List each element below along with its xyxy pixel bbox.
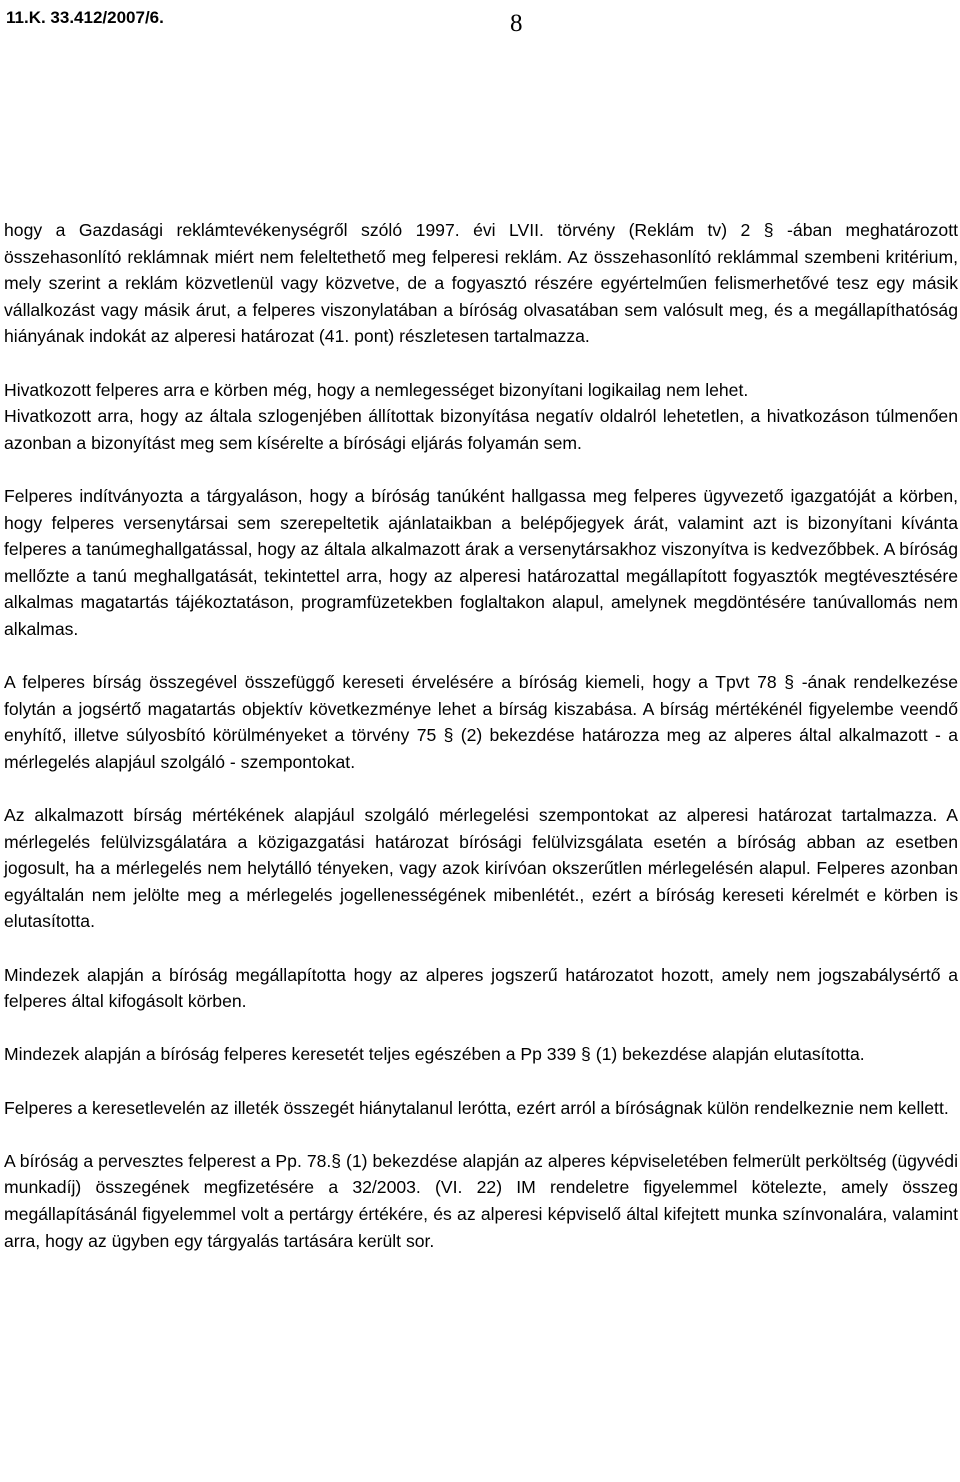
paragraph-fine-considerations: Az alkalmazott bírság mértékének alapjául szolgáló mérlegelési szempontokat az alperesi határozat tartalmazza. A mérlegelés felülvizsgálatára a közigazgatási határozat bírósági felülvizsgálata esetén a bíróság abban az esetben jogosult, ha a mérlegelés nem helytálló tényeken, vagy azok kirívóan okszerűtlen mérlegelésén alapul. Felperes azonban egyáltalán nem jelölte meg a mérlegelés jogellenességének mibenlétét., ezért a bíróság kereseti kérelmét e körben is elutasította. <box>4 805 958 932</box>
case-number: 11.K. 33.412/2007/6. <box>6 8 164 27</box>
paragraph-lawful-decision: Mindezek alapján a bíróság megállapította hogy az alperes jogszerű határozatot hozott, amely nem jogszabálysértő a felperes által kifogásolt körben. <box>4 964 958 1012</box>
paragraph-court-fee: Felperes a keresetlevelén az illeték összegét hiánytalanul lerótta, ezért arról a bíróságnak külön rendelkeznie nem kellett. <box>4 1097 949 1118</box>
document-body <box>4 217 958 1281</box>
page-number: 8 <box>510 10 523 37</box>
paragraph-fine-amount: A felperes bírság összegével összefüggő kereseti érvelésére a bíróság kiemeli, hogy a Tpvt 78 § -ának rendelkezése folytán a jogsértő magatartás objektív következménye lehet a bírság kiszabása. A bírság mértékénél figyelembe veendő enyhítő, illetve súlyosbító körülményeket a törvény 75 § (2) bekezdése határozza meg az alperes által alkalmazott - a mérlegelés alapjául szolgáló - szempontokat. <box>4 672 958 772</box>
paragraph-witness-motion: Felperes indítványozta a tárgyaláson, hogy a bíróság tanúként hallgassa meg felperes ügyvezető igazgatóját a körben, hogy felperes versenytársai sem szerepeltetik ajánlataikban a belépőjegyek árát, valamint azt is bizonyítani kívánta felperes a tanúmeghallgatással, hogy az általa alkalmazott árak a versenytársakhoz viszonyítva is kedvezőbbek. A bíróság mellőzte a tanú meghallgatását, tekintettel arra, hogy az alperesi határozattal megállapított fogyasztók megtévesztésére alkalmas magatartás tájékoztatáson, programfüzetekben foglaltakon alapul, amelynek megdöntésére tanúvallomás nem alkalmas. <box>4 485 958 639</box>
paragraph-dismissal: Mindezek alapján a bíróság felperes keresetét teljes egészében a Pp 339 § (1) bekezdése alapján elutasította. <box>4 1044 865 1065</box>
paragraph-slogan-proof: Hivatkozott arra, hogy az általa szlogenjében állítottak bizonyítása negatív oldalról lehetetlen, a hivatkozáson túlmenően azonban a bizonyítást meg sem kísérelte a bírósági eljárás folyamán sem. <box>4 406 958 453</box>
paragraph-comparative-advertising: hogy a Gazdasági reklámtevékenységről szóló 1997. évi LVII. törvény (Reklám tv) 2 § -ában meghatározott összehasonlító reklámnak miért nem feleltethető meg felperesi reklám. Az összehasonlító reklámmal szembeni kritérium, mely szerint a reklám közvetlenül vagy közvetve, de a fogyasztó részére egyértelműen felismerhetővé tesz egy másik vállalkozást vagy másik árut, a felperes viszonylatában a bíróság olvasatában sem valósult meg, és a megállapíthatóság hiányának indokát az alperesi határozat (41. pont) részletesen tartalmazza. <box>4 220 958 347</box>
paragraph-legal-costs: A bíróság a pervesztes felperest a Pp. 78.§ (1) bekezdése alapján az alperes képviseletében felmerült perköltség (ügyvédi munkadíj) összegének megfizetésére a 32/2003. (VI. 22) IM rendeletre figyelemmel kötelezte, amely összeg megállapításánál figyelemmel volt a pertárgy értékére, és az alperesi képviselő által kifejtett munka színvonalára, valamint arra, hogy az ügyben egy tárgyalás tartására került sor. <box>4 1150 958 1251</box>
paragraph-negative-proof: Hivatkozott felperes arra e körben még, hogy a nemlegességet bizonyítani logikailag nem lehet. <box>4 379 749 400</box>
